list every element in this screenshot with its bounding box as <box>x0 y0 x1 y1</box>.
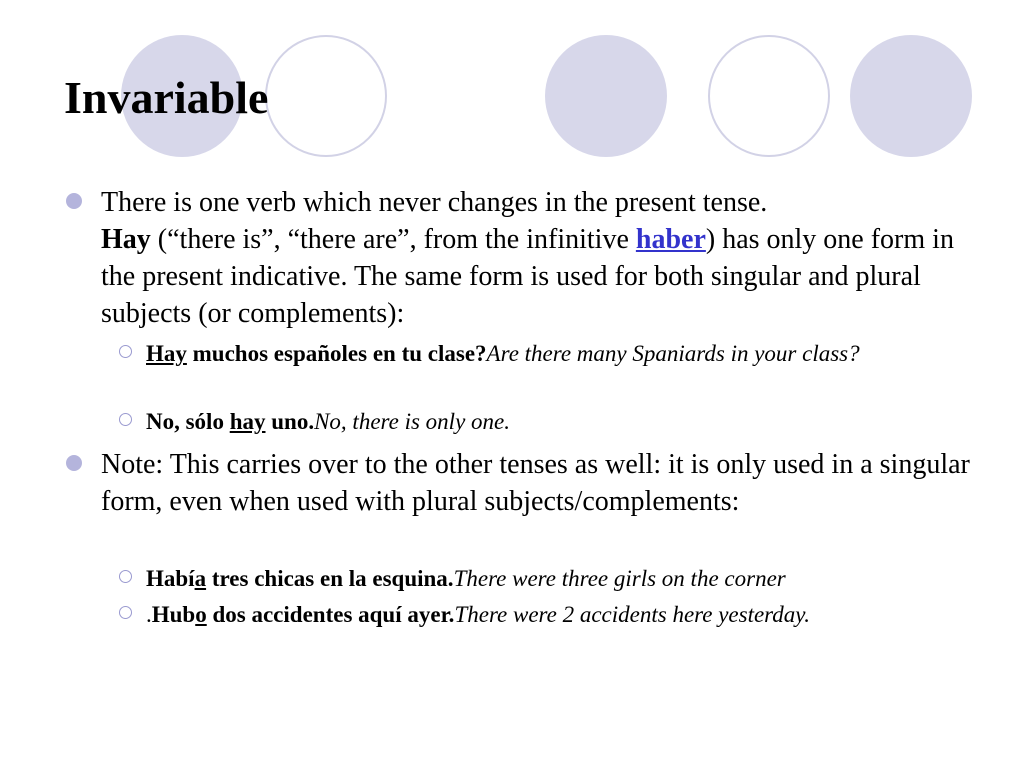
sub-bullet-ring <box>119 570 132 583</box>
example-1: Hay muchos españoles en tu clase?Are there many Spaniards in your class? <box>146 341 860 366</box>
sub-bullet-ring <box>119 345 132 358</box>
bullet-text-1: There is one verb which never changes in the present tense. Hay (“there is”, “there are”, from the infinitive haber) has only one form in the present indicative. The same form is used for both singular and plural subjects (or complements): <box>101 187 954 329</box>
term-hay: Hay <box>101 224 151 255</box>
bullet-dot <box>66 193 82 209</box>
example-2: No, sólo hay uno.No, there is only one. <box>146 409 510 434</box>
slide-title: Invariable <box>64 72 269 123</box>
sub-bullet-ring <box>119 413 132 426</box>
haber-link[interactable]: haber <box>635 224 706 255</box>
example-4: .Hubo dos accidentes aquí ayer.There were 2 accidents here yesterday. <box>146 602 810 627</box>
sub-bullet-ring <box>119 606 132 619</box>
example-3: Había tres chicas en la esquina.There were three girls on the corner <box>146 566 786 591</box>
bullet-text-2: Note: This carries over to the other tenses as well: it is only used in a singular form, even when used with plural subjects/complements: <box>101 449 970 517</box>
bullet-dot <box>66 455 82 471</box>
